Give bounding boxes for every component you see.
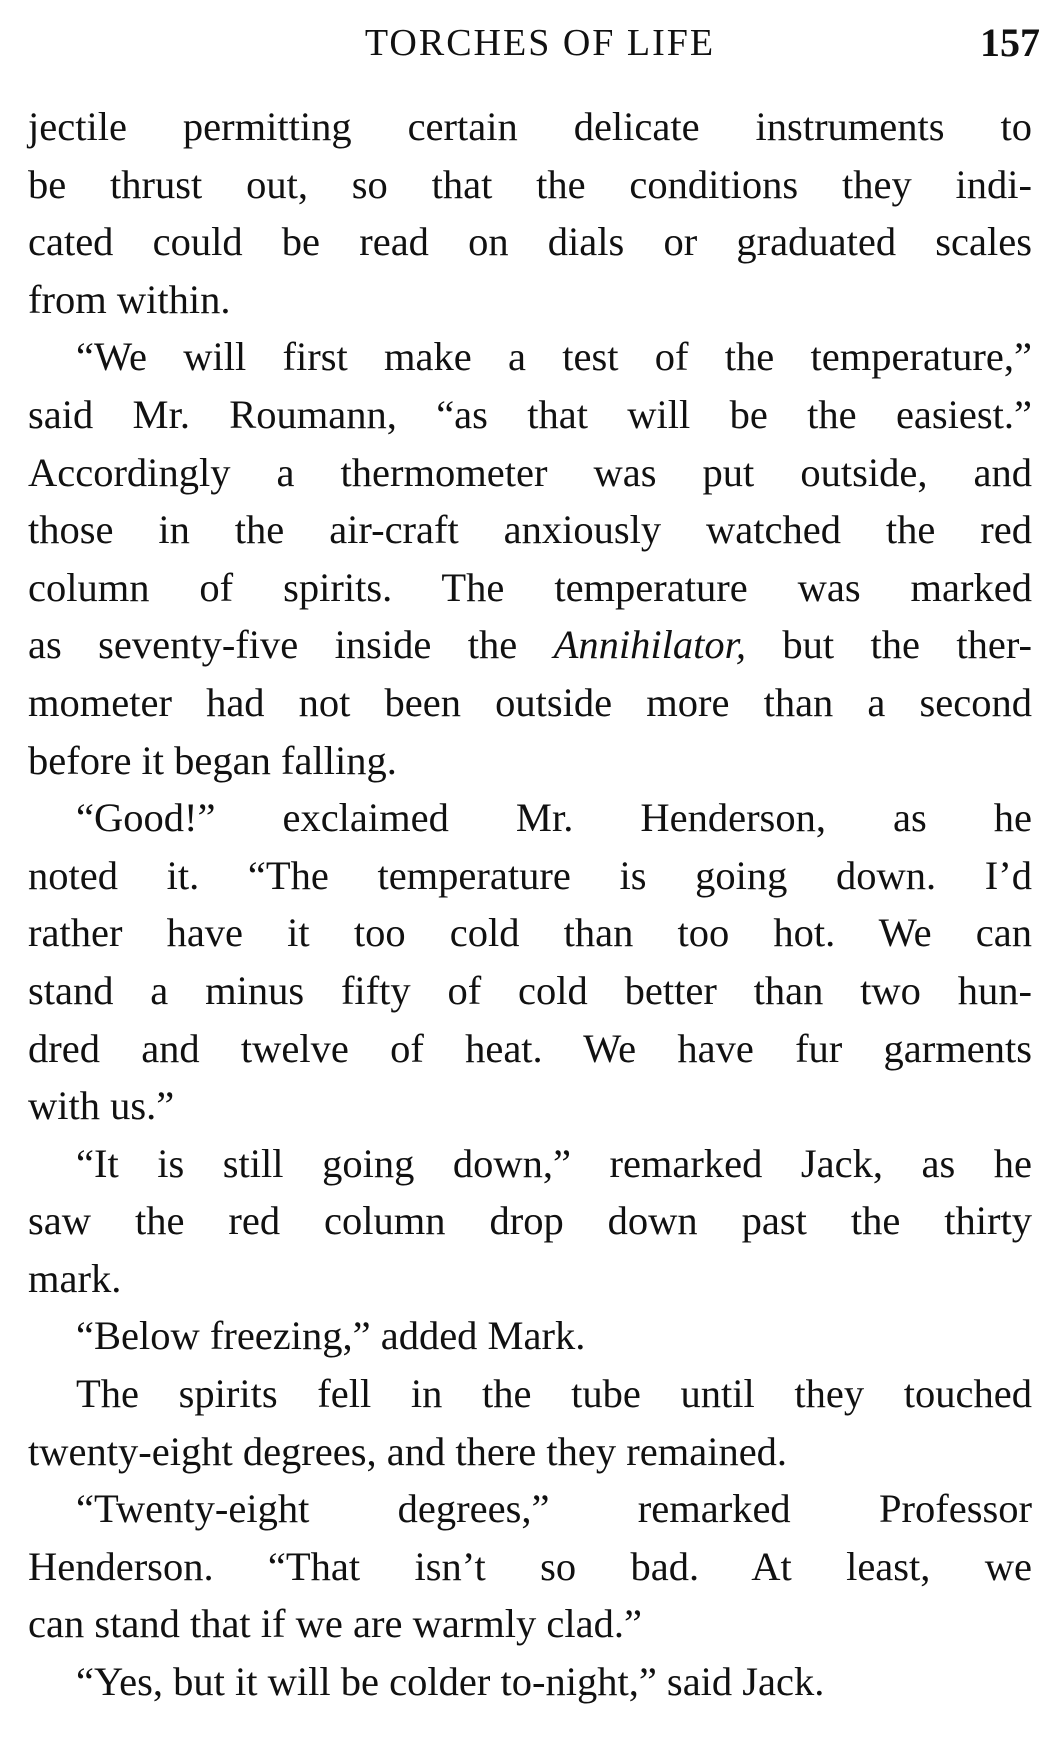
- text-line: noted it. “The temperature is going down. I’d: [28, 852, 1032, 898]
- text-line: mark.: [28, 1255, 122, 1301]
- vessel-name: Annihilator,: [553, 622, 747, 668]
- text-line: be thrust out, so that the conditions they indi-: [28, 161, 1032, 207]
- text-line: from within.: [28, 276, 231, 322]
- text-line: Accordingly a thermometer was put outside, and: [28, 449, 1032, 495]
- text-line: “Yes, but it will be colder to-night,” said Jack.: [76, 1659, 825, 1705]
- text-line: stand a minus fifty of cold better than two hun-: [28, 967, 1032, 1013]
- text-line: with us.”: [28, 1083, 175, 1129]
- text-line: saw the red column drop down past the thirty: [28, 1198, 1032, 1244]
- paragraph: [28, 789, 1032, 1135]
- paragraph: [28, 98, 1032, 328]
- text-fragment: but the ther-: [782, 622, 1033, 668]
- text-line: “It is still going down,” remarked Jack, as he: [76, 1140, 1032, 1186]
- paragraph: [28, 1135, 1032, 1308]
- text-line: The spirits fell in the tube until they touched: [76, 1371, 1032, 1417]
- page-number: 157: [980, 20, 1040, 65]
- running-head: [40, 18, 1040, 68]
- text-line: jectile permitting certain delicate instruments to: [28, 104, 1032, 149]
- paragraph: [28, 328, 1032, 789]
- paragraph: [28, 1365, 1032, 1480]
- text-line-with-italic: [28, 616, 1032, 674]
- text-line: “We will first make a test of the temperature,”: [76, 334, 1032, 380]
- text-line: “Good!” exclaimed Mr. Henderson, as he: [76, 795, 1032, 841]
- body-text: [28, 98, 1032, 1711]
- text-line: “Twenty-eight degrees,” remarked Professor: [76, 1486, 1032, 1532]
- text-line: dred and twelve of heat. We have fur garments: [28, 1025, 1032, 1071]
- text-line: “Below freezing,” added Mark.: [76, 1313, 586, 1359]
- text-line: mometer had not been outside more than a second: [28, 679, 1032, 725]
- text-line: column of spirits. The temperature was marked: [28, 564, 1032, 610]
- paragraph: [28, 1653, 1032, 1711]
- text-line: said Mr. Roumann, “as that will be the easiest.”: [28, 391, 1032, 437]
- text-fragment: as seventy-five inside the: [28, 622, 518, 668]
- text-line: before it began falling.: [28, 737, 397, 783]
- text-line: cated could be read on dials or graduated scales: [28, 219, 1032, 265]
- running-title: TORCHES OF LIFE: [364, 22, 716, 64]
- text-line: those in the air-craft anxiously watched the red: [28, 507, 1032, 553]
- paragraph: [28, 1480, 1032, 1653]
- text-line: rather have it too cold than too hot. We can: [28, 910, 1032, 956]
- text-line: can stand that if we are warmly clad.”: [28, 1601, 642, 1647]
- text-line: Henderson. “That isn’t so bad. At least, we: [28, 1543, 1032, 1589]
- paragraph: [28, 1307, 1032, 1365]
- text-line: twenty-eight degrees, and there they remained.: [28, 1428, 788, 1474]
